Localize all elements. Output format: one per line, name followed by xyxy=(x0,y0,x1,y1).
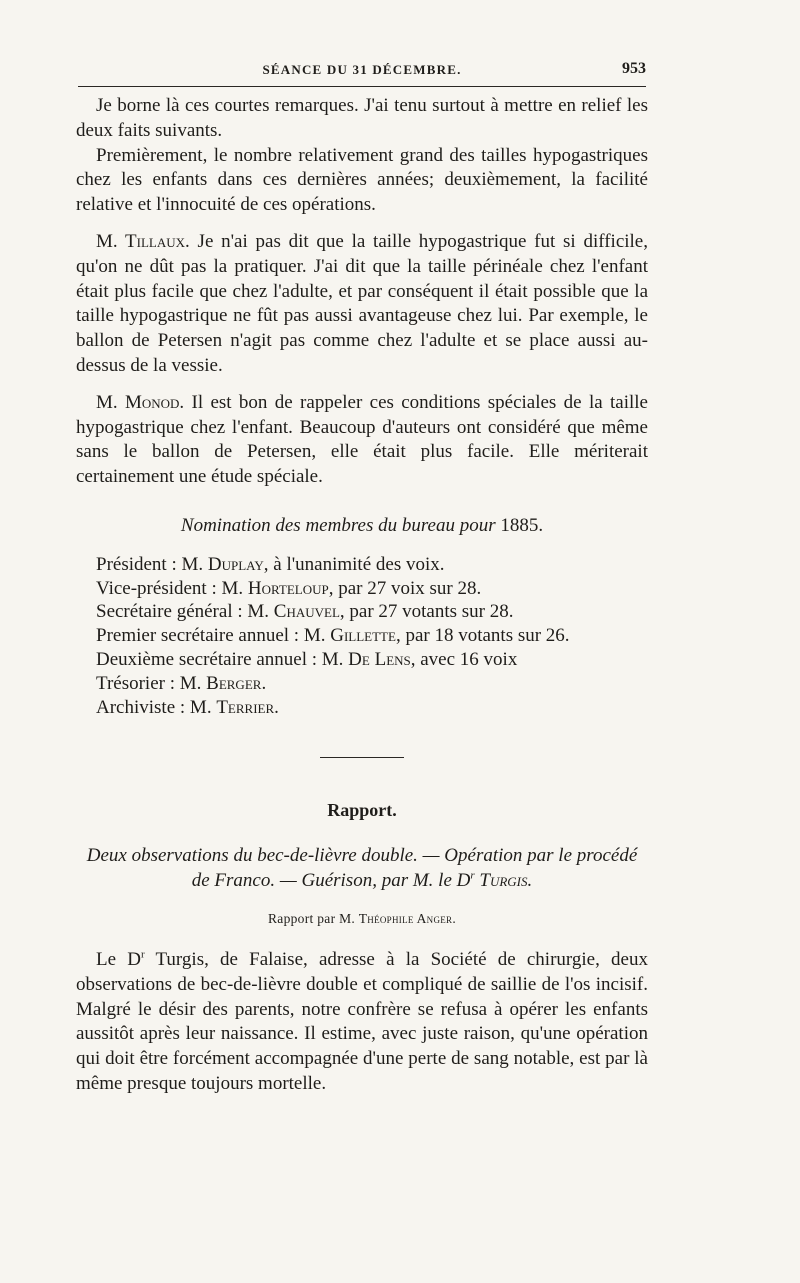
turgis-text: Turgis, de Falaise, adresse à la Société de chirurgie, deux observations de bec-de-lièvre double et compliqué de saillie de l'os incisif. Malgré le désir des parents, notre confrère se refusa à opérer les enfants aussitôt après leur naissance. Il estime, avec juste raison, qu'une opération qui doit être forcément accompagnée d'une perte de sang notable, est par là même presque toujours mortelle. xyxy=(76,948,648,1094)
nomination-entry xyxy=(96,696,648,720)
paragraph-facts: Premièrement, le nombre relativement grand des tailles hypogastriques chez les enfants dans ces dernières années; deuxièmement, la facilité relative et l'innocuité de ces opérations. xyxy=(76,144,648,216)
entry-role: Premier secrétaire annuel : M. xyxy=(96,625,331,647)
tillaux-text: Je n'ai pas dit que la taille hypogastrique fut si difficile, qu'on ne dût pas la pratiquer. J'ai dit que la taille périnéale chez l'enfant était plus facile que chez l'adulte, et par conséquent il était possible que la taille hypogastrique ne fût pas aussi avantageuse chez lui. Par exemple, le ballon de Petersen n'agit pas comme chez l'adulte et se place aussi au-dessus de la vessie. xyxy=(76,230,648,376)
rapport-byline xyxy=(76,907,648,932)
speaker-tillaux: M. Tillaux. xyxy=(96,230,190,252)
nomination-heading-year: 1885. xyxy=(495,514,544,536)
entry-name: Gillette xyxy=(330,625,396,647)
rapport-title-by: par M. le D xyxy=(376,870,471,892)
speaker-monod: M. Monod. xyxy=(96,391,185,413)
running-header xyxy=(78,58,646,87)
entry-rest: , par 27 voix sur 28. xyxy=(328,577,482,599)
nomination-entry xyxy=(96,600,648,624)
rapport-title xyxy=(76,843,648,893)
entry-role: Deuxième secrétaire annuel : M. xyxy=(96,648,349,670)
nomination-heading xyxy=(76,514,648,539)
entry-rest: . xyxy=(274,696,279,718)
entry-rest: , par 27 votants sur 28. xyxy=(339,601,514,623)
nomination-list xyxy=(76,553,648,720)
paragraph-turgis xyxy=(76,948,648,1097)
monod-text: Il est bon de rappeler ces conditions spéciales de la taille hypogastrique chez l'enfant. Beaucoup d'auteurs ont considéré que même sans le ballon de Petersen, elle était plus facile. Elle mériterait certainement une étude spéciale. xyxy=(76,391,648,488)
page-body xyxy=(76,94,648,1097)
byline-name: Théophile Anger. xyxy=(358,911,457,927)
entry-role: Archiviste : M. xyxy=(96,696,217,718)
entry-name: Chauvel xyxy=(273,601,340,623)
nomination-entry xyxy=(96,624,648,648)
entry-name: De Lens xyxy=(348,648,411,670)
entry-rest: , à l'unanimité des voix. xyxy=(263,553,445,575)
entry-name: Horteloup xyxy=(247,577,329,599)
header-title: SÉANCE DU 31 DÉCEMBRE. xyxy=(262,62,462,77)
rapport-title-italic: Deux observations du bec-de-lièvre double. — Opération par le procédé de Franco. — Guérison, xyxy=(86,845,638,892)
entry-rest: , par 18 votants sur 26. xyxy=(395,625,570,647)
nomination-heading-italic: Nomination des membres du bureau pour xyxy=(180,514,496,536)
section-divider xyxy=(320,757,404,758)
entry-rest: . xyxy=(261,672,267,694)
nomination-entry xyxy=(96,553,648,577)
turgis-sup: r xyxy=(140,948,145,961)
entry-role: Président : M. xyxy=(96,553,208,575)
rapport-heading: Rapport. xyxy=(327,800,397,821)
paragraph-tillaux xyxy=(76,230,648,379)
entry-rest: , avec 16 voix xyxy=(410,648,518,670)
entry-name: Duplay xyxy=(207,553,264,575)
entry-name: Terrier xyxy=(216,696,275,718)
paragraph-remarks: Je borne là ces courtes remarques. J'ai tenu surtout à mettre en relief les deux faits suivants. xyxy=(76,95,648,141)
paragraph-monod xyxy=(76,391,648,490)
entry-role: Vice-président : M. xyxy=(96,577,248,599)
nomination-entry xyxy=(96,672,648,696)
entry-name: Berger xyxy=(206,672,262,694)
rapport-title-sup: r xyxy=(470,869,475,882)
turgis-start: Le D xyxy=(96,948,141,970)
rapport-title-name: Turgis. xyxy=(474,870,533,892)
nomination-entry xyxy=(96,577,648,601)
nomination-entry xyxy=(96,648,648,672)
byline-prefix: Rapport par M. xyxy=(267,911,359,927)
entry-role: Trésorier : M. xyxy=(96,672,207,694)
entry-role: Secrétaire général : M. xyxy=(96,601,274,623)
page-number: 953 xyxy=(622,60,646,77)
